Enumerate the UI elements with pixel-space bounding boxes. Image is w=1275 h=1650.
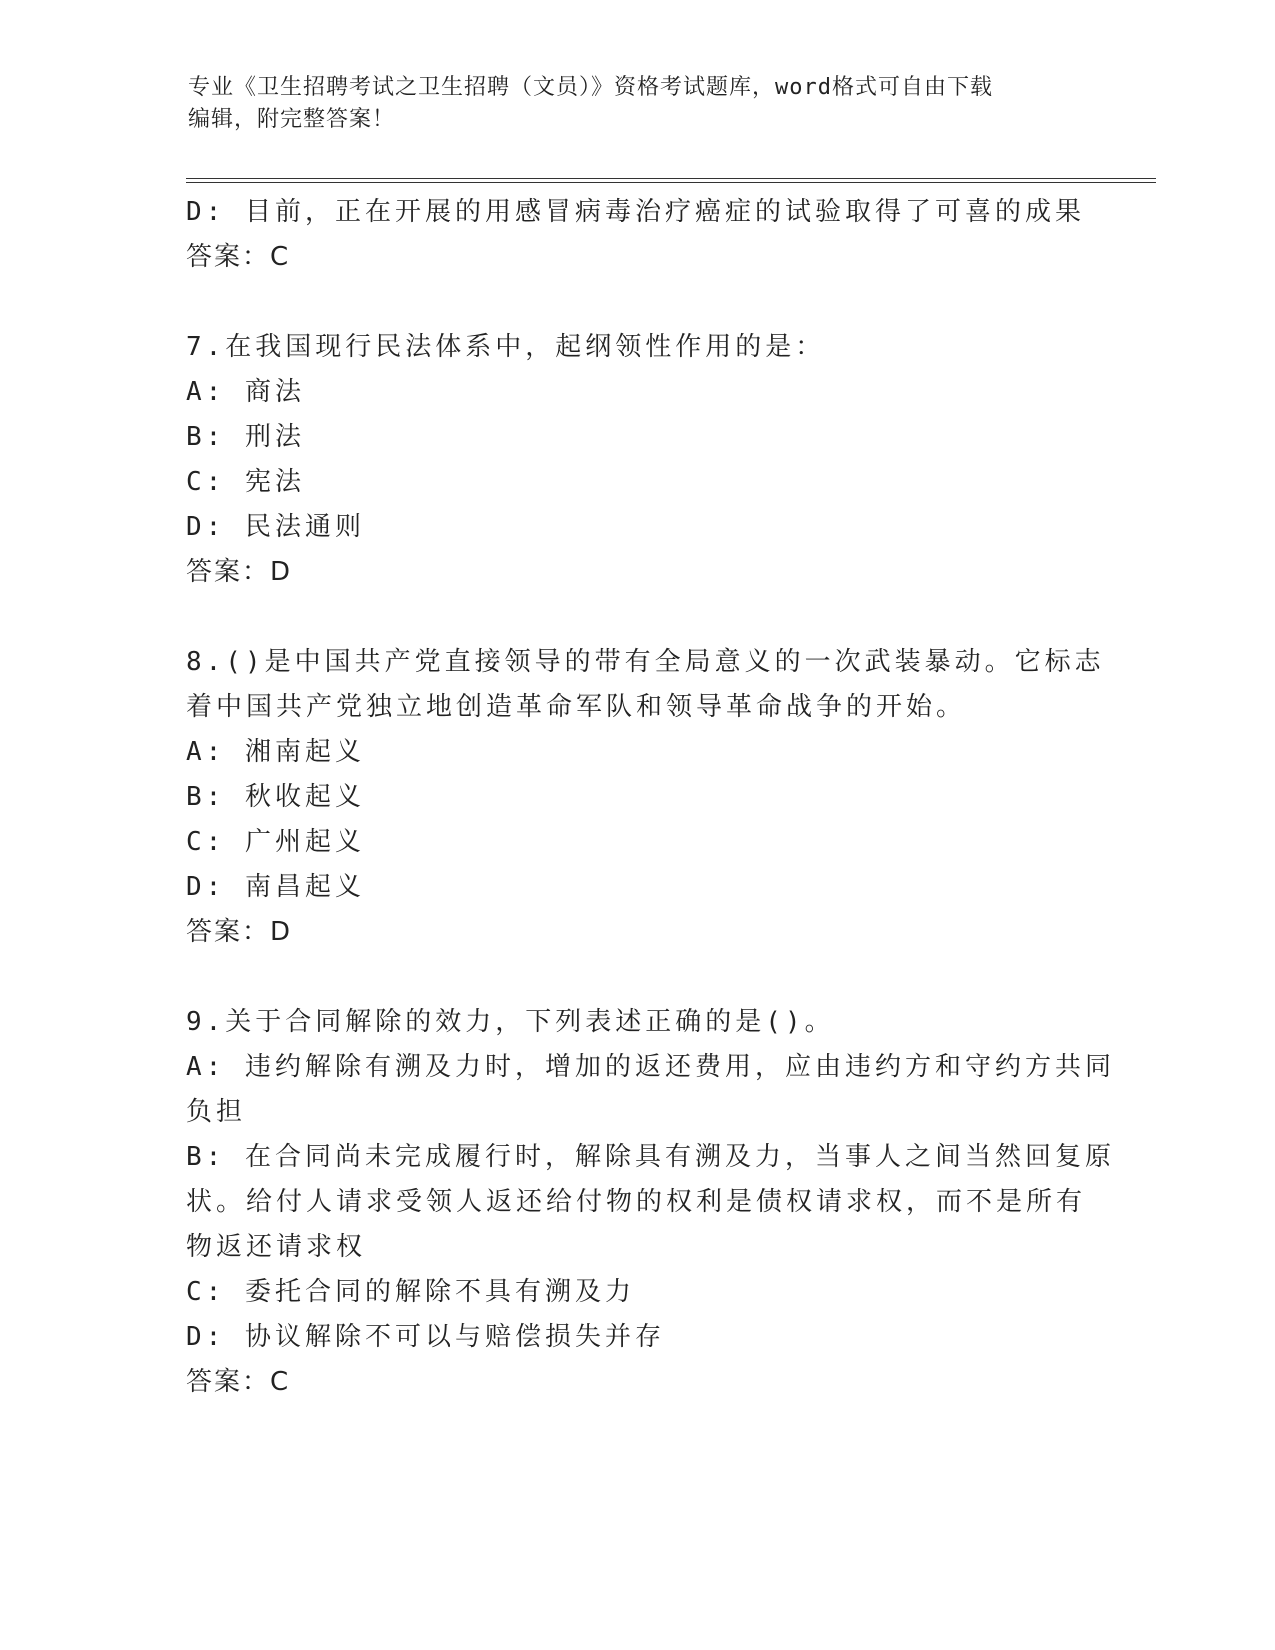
document-header <box>188 72 1088 136</box>
option-b-line-2: 状。给付人请求受领人返还给付物的权利是债权请求权，而不是所有 <box>186 1187 1087 1217</box>
option-a: A: 湘南起义 <box>186 737 365 767</box>
question-9 <box>186 1000 1115 1405</box>
option-a: A: 商法 <box>186 377 305 407</box>
option-d: D: 目前，正在开展的用感冒病毒治疗癌症的试验取得了可喜的成果 <box>186 197 1085 227</box>
answer-line: 答案：D <box>186 557 293 587</box>
question-stem-line-2: 着中国共产党独立地创造革命军队和领导革命战争的开始。 <box>186 692 967 722</box>
option-c: C: 广州起义 <box>186 827 365 857</box>
question-stem: 7.在我国现行民法体系中，起纲领性作用的是： <box>186 332 826 362</box>
header-line-2: 编辑，附完整答案！ <box>188 107 396 132</box>
previous-question-tail <box>186 190 1086 280</box>
option-c: C: 委托合同的解除不具有溯及力 <box>186 1277 635 1307</box>
answer-line: 答案：C <box>186 242 291 272</box>
option-b: B: 刑法 <box>186 422 305 452</box>
option-d: D: 民法通则 <box>186 512 365 542</box>
option-b-line-1: B: 在合同尚未完成履行时，解除具有溯及力，当事人之间当然回复原 <box>186 1142 1115 1172</box>
question-7 <box>186 325 1086 595</box>
header-line-1: 专业《卫生招聘考试之卫生招聘（文员）》资格考试题库，word格式可自由下载 <box>188 75 993 100</box>
option-a-line-2: 负担 <box>186 1097 247 1127</box>
answer-line: 答案：D <box>186 917 293 947</box>
option-d: D: 协议解除不可以与赔偿损失并存 <box>186 1322 665 1352</box>
question-stem-line-1: 8.()是中国共产党直接领导的带有全局意义的一次武装暴动。它标志 <box>186 647 1105 677</box>
header-divider <box>186 178 1156 183</box>
option-b-line-3: 物返还请求权 <box>186 1232 367 1262</box>
option-d: D: 南昌起义 <box>186 872 365 902</box>
answer-line: 答案：C <box>186 1367 291 1397</box>
question-list <box>186 190 1115 1405</box>
question-stem: 9.关于合同解除的效力，下列表述正确的是()。 <box>186 1007 835 1037</box>
option-b: B: 秋收起义 <box>186 782 365 812</box>
option-c: C: 宪法 <box>186 467 305 497</box>
option-a-line-1: A: 违约解除有溯及力时，增加的返还费用，应由违约方和守约方共同 <box>186 1052 1115 1082</box>
question-8 <box>186 640 1105 955</box>
